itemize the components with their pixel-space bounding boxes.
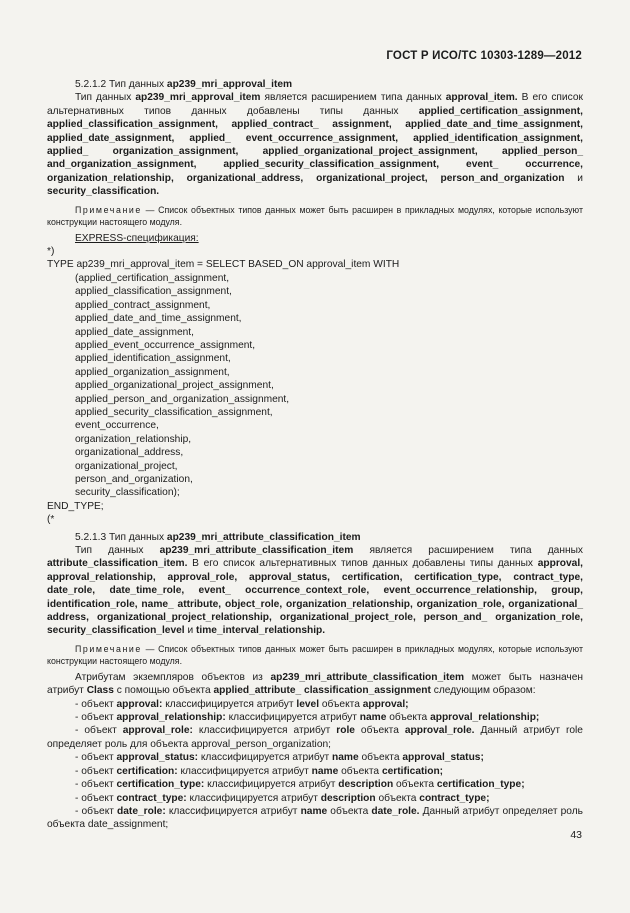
list-item bbox=[47, 792, 583, 805]
text-run: является расширением типа данных bbox=[369, 545, 583, 556]
text-run: с помощью объекта bbox=[116, 685, 211, 697]
bold-term: name bbox=[311, 765, 339, 777]
type-name: approval_item. bbox=[445, 92, 518, 104]
text-run: классифицируется атрибут bbox=[198, 752, 333, 764]
express-spec-label: EXPRESS-спецификация: bbox=[75, 232, 199, 244]
list-item bbox=[47, 724, 583, 751]
bold-term: approval: bbox=[116, 698, 163, 710]
section-paragraph bbox=[47, 671, 583, 698]
bold-term: approval; bbox=[362, 698, 409, 710]
section-paragraph bbox=[47, 544, 583, 638]
text-run: - объект bbox=[75, 698, 117, 710]
text-run: Данный атрибут определяет роль объекта date_assignment; bbox=[47, 805, 583, 831]
bold-term: name bbox=[300, 805, 328, 817]
bold-term: approval_role. bbox=[404, 725, 475, 737]
list-item bbox=[47, 698, 583, 711]
code-line: *) bbox=[47, 246, 55, 258]
bold-term: approval_status: bbox=[116, 752, 199, 764]
text-run: - объект bbox=[75, 725, 123, 737]
page-number: 43 bbox=[570, 829, 582, 841]
text-run: объекта bbox=[386, 712, 431, 724]
code-line: TYPE ap239_mri_approval_item = SELECT BASED_ON approval_item WITH bbox=[47, 259, 400, 271]
type-name: ap239_mri_attribute_classification_item bbox=[159, 545, 354, 556]
text-run: объекта bbox=[319, 698, 363, 710]
section-heading-5-2-1-3 bbox=[75, 531, 583, 544]
text-run: следующим образом: bbox=[433, 685, 536, 697]
text-run: классифицируется атрибут bbox=[192, 725, 337, 737]
text-run: объекта bbox=[338, 765, 382, 777]
bold-term: certification_type; bbox=[436, 779, 525, 791]
text-run: Данный атрибут role определяет роль для объекта approval_person_organization; bbox=[47, 725, 583, 750]
note-label: Примечание bbox=[75, 643, 142, 654]
list-item bbox=[47, 751, 583, 764]
text-run: Тип данных bbox=[75, 545, 144, 556]
code-select-item: applied_identification_assignment, bbox=[75, 353, 231, 365]
text-run: - объект bbox=[75, 752, 117, 764]
text-run: объекта bbox=[393, 779, 437, 791]
note bbox=[47, 204, 583, 228]
standard-header: ГОСТ Р ИСО/ТС 10303-1289—2012 bbox=[386, 50, 582, 62]
text-run: - объект bbox=[75, 712, 117, 724]
text-run: классифицируется атрибут bbox=[165, 805, 301, 817]
section-paragraph bbox=[47, 91, 583, 198]
text-run: классифицируется атрибут bbox=[204, 779, 339, 791]
type-name: applied_attribute_ classification_assignment bbox=[213, 685, 431, 697]
code-select-item: applied_classification_assignment, bbox=[75, 286, 232, 298]
code-line: (* bbox=[47, 514, 55, 526]
list-item bbox=[47, 805, 583, 832]
bold-term: name bbox=[332, 752, 359, 764]
type-name: security_classification. bbox=[47, 186, 160, 198]
code-select-item: event_occurrence, bbox=[75, 420, 159, 432]
text-run: классифицируется атрибут bbox=[162, 698, 297, 710]
text-run: классифицируется атрибут bbox=[225, 712, 360, 724]
type-name: ap239_mri_approval_item bbox=[135, 92, 261, 104]
text-run: - объект bbox=[75, 805, 118, 817]
note bbox=[47, 643, 583, 667]
code-select-item: applied_event_occurrence_assignment, bbox=[75, 339, 256, 351]
section-heading-5-2-1-2 bbox=[75, 78, 583, 91]
code-select-item: organizational_project, bbox=[75, 460, 178, 472]
code-select-item: (applied_certification_assignment, bbox=[75, 272, 230, 284]
attribute-name: Class bbox=[86, 685, 114, 697]
text-run: Атрибутам экземпляров объектов из bbox=[75, 671, 263, 683]
code-select-item: organization_relationship, bbox=[75, 433, 192, 445]
section-type-name: ap239_mri_approval_item bbox=[166, 79, 293, 90]
note-text: — Список объектных типов данных может быть расширен в прикладных модулях, которые используют конструкции настоящего модуля. bbox=[47, 204, 583, 227]
section-number: 5.2.1.2 Тип данных bbox=[75, 79, 165, 90]
code-select-item: applied_date_assignment, bbox=[75, 326, 194, 338]
bold-term: approval_status; bbox=[402, 752, 484, 764]
section-type-name: ap239_mri_attribute_classification_item bbox=[166, 531, 361, 543]
text-run: объекта bbox=[358, 752, 403, 764]
text-run: является расширением типа данных bbox=[264, 92, 442, 104]
code-select-item: security_classification); bbox=[75, 487, 180, 499]
bold-term: approval_relationship; bbox=[430, 712, 540, 724]
type-name: time_interval_relationship. bbox=[196, 625, 326, 637]
text-run: и bbox=[577, 172, 583, 184]
text-run: и bbox=[187, 625, 194, 637]
section-number: 5.2.1.3 Тип данных bbox=[75, 531, 165, 543]
type-name: ap239_mri_attribute_classification_item bbox=[270, 671, 465, 683]
bold-term: certification: bbox=[116, 765, 178, 777]
bold-term: approval_role: bbox=[122, 725, 193, 737]
code-line: END_TYPE; bbox=[47, 500, 104, 512]
classification-list bbox=[47, 698, 583, 832]
code-select-item: applied_organization_assignment, bbox=[75, 366, 230, 378]
text-run: В его список альтернативных типов данных добавлены типы данных bbox=[47, 92, 583, 117]
type-list: approval, approval_relationship, approval_role, approval_status, certification, certification_type, contract_type, date_role, date_time_role, event_ occurrence_context_role, event_occurrence_relationship, group, identification_role, name_ attribute, object_role, organization_relationship, organization_role, organizational_ address, organizational_project_relationship, organizational_project_role, person_and_ organization_role, security_classification_level bbox=[47, 558, 583, 637]
bold-term: description bbox=[320, 792, 376, 804]
code-select-item: applied_date_and_time_assignment, bbox=[75, 313, 242, 325]
text-run: классифицируется атрибут bbox=[186, 792, 321, 804]
page-content bbox=[47, 78, 583, 832]
bold-term: certification; bbox=[381, 765, 444, 777]
list-item bbox=[47, 778, 583, 791]
text-run: объекта bbox=[354, 725, 405, 737]
code-select-item: applied_organizational_project_assignment, bbox=[75, 380, 274, 392]
bold-term: approval_relationship: bbox=[116, 712, 226, 724]
bold-term: contract_type: bbox=[116, 792, 187, 804]
express-label bbox=[75, 232, 583, 245]
bold-term: contract_type; bbox=[419, 792, 490, 804]
bold-term: date_role: bbox=[117, 805, 166, 817]
text-run: - объект bbox=[75, 779, 117, 791]
bold-term: certification_type: bbox=[116, 779, 205, 791]
code-select-item: person_and_organization, bbox=[75, 473, 193, 485]
type-list: applied_certification_assignment, applied_classification_assignment, applied_contract_ assignment, applied_date_and_time_assignment, applied_date_assignment, applied_ event_occurrence_assignment, applied_identification_assignment, applied_ organization_assignment, applied_organizational_project_assignment, applied_person_ and_organization_assignment, applied_security_classification_assignment, event_ occurrence, organization_relationship, organizational_address, organizational_project, person_and_organization bbox=[47, 105, 583, 184]
note-label: Примечание bbox=[75, 204, 142, 215]
type-name: attribute_classification_item. bbox=[47, 558, 188, 570]
text-run: - объект bbox=[75, 792, 117, 804]
text-run: В его список альтернативных типов данных добавлены типы данных bbox=[192, 558, 534, 570]
bold-term: description bbox=[338, 779, 394, 791]
text-run: Тип данных bbox=[75, 92, 132, 104]
note-text: — Список объектных типов данных может быть расширен в прикладных модулях, которые используют конструкции настоящего модуля. bbox=[47, 643, 583, 666]
text-run: объекта bbox=[375, 792, 420, 804]
bold-term: date_role. bbox=[371, 805, 420, 817]
bold-term: role bbox=[336, 725, 355, 737]
text-run: - объект bbox=[75, 765, 117, 777]
text-run: может быть назначен атрибут bbox=[47, 671, 583, 697]
code-items bbox=[47, 272, 583, 500]
code-select-item: organizational_address, bbox=[75, 447, 184, 459]
bold-term: level bbox=[296, 698, 320, 710]
code-select-item: applied_security_classification_assignment, bbox=[75, 406, 273, 418]
code-select-item: applied_person_and_organization_assignment, bbox=[75, 393, 290, 405]
text-run: объекта bbox=[327, 805, 372, 817]
text-run: классифицируется атрибут bbox=[177, 765, 312, 777]
code-select-item: applied_contract_assignment, bbox=[75, 299, 211, 311]
list-item bbox=[47, 711, 583, 724]
list-item bbox=[47, 765, 583, 778]
bold-term: name bbox=[359, 712, 387, 724]
